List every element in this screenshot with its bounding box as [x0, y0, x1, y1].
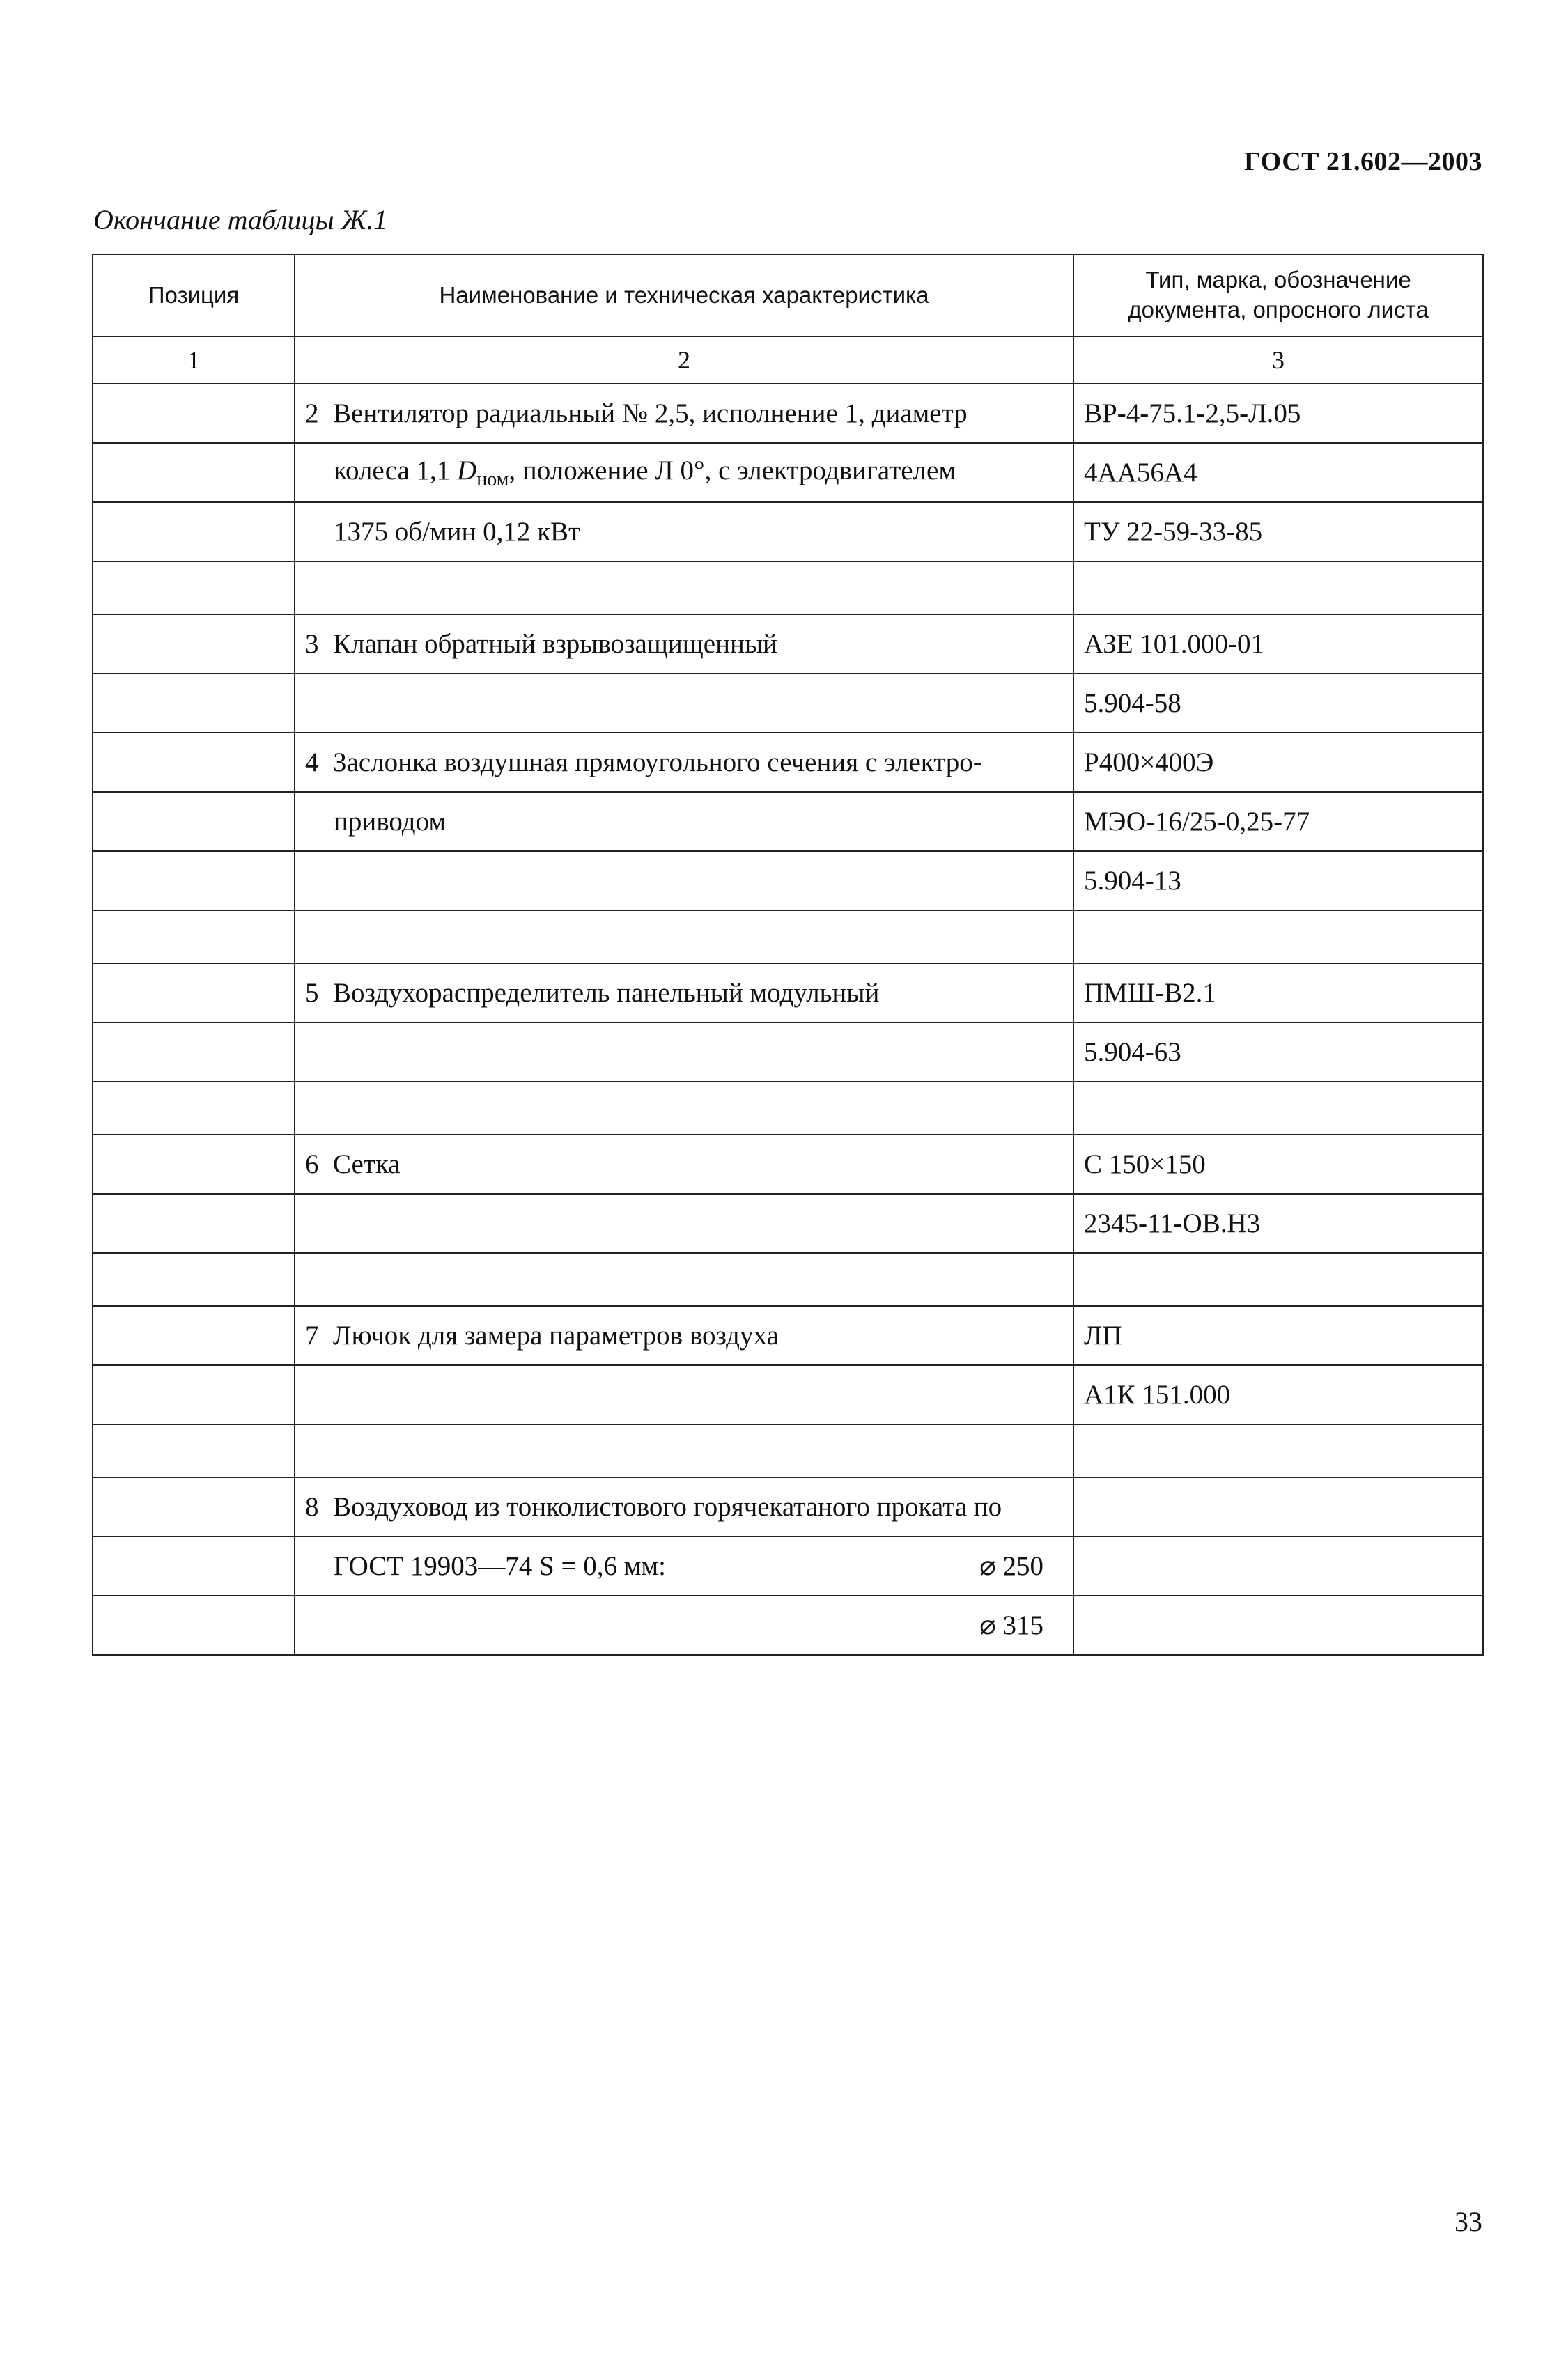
position-cell [93, 851, 295, 910]
item-number: 3 [305, 629, 319, 659]
item-name: Сетка [333, 1149, 401, 1179]
table-caption: Окончание таблицы Ж.1 [93, 204, 388, 235]
type-cell: 2345-11-ОВ.Н3 [1073, 1194, 1483, 1253]
item-name: Воздуховод из тонколистового горячекатаного проката по [333, 1492, 1002, 1522]
item-number: 6 [305, 1149, 319, 1179]
diameter-subscript: ном [476, 468, 509, 490]
item-name: Воздухораспределитель панельный модульный [333, 978, 880, 1008]
name-cell [295, 674, 1073, 733]
document-standard-header: ГОСТ 21.602—2003 [1243, 147, 1482, 176]
name-cell [295, 851, 1073, 910]
type-cell [1073, 561, 1483, 614]
type-cell [1073, 1082, 1483, 1135]
table-row [93, 1537, 1483, 1596]
type-cell: 5.904-63 [1073, 1022, 1483, 1082]
type-cell [1073, 1537, 1483, 1596]
name-cell [295, 561, 1073, 614]
table-row [93, 1306, 1483, 1365]
type-cell [1073, 1424, 1483, 1477]
name-cell [295, 1082, 1073, 1135]
position-cell [93, 1253, 295, 1306]
position-cell [93, 443, 295, 502]
name-cell [295, 1194, 1073, 1253]
name-cell [295, 1477, 1073, 1537]
name-cell [295, 443, 1073, 502]
position-cell [93, 1022, 295, 1082]
table-row [93, 733, 1483, 792]
header-name: Наименование и техническая характеристика [295, 254, 1073, 336]
position-cell [93, 1082, 295, 1135]
name-cell [295, 1306, 1073, 1365]
type-cell: 5.904-58 [1073, 674, 1483, 733]
name-cell [295, 1537, 1073, 1596]
item-name: Клапан обратный взрывозащищенный [333, 629, 777, 659]
table-row [93, 674, 1483, 733]
name-cell [295, 1135, 1073, 1194]
type-cell [1073, 1253, 1483, 1306]
type-cell: 5.904-13 [1073, 851, 1483, 910]
item-number: 8 [305, 1492, 319, 1522]
table-row [93, 1135, 1483, 1194]
header-position: Позиция [93, 254, 295, 336]
type-cell: ВР-4-75.1-2,5-Л.05 [1073, 384, 1483, 443]
table-row [93, 1477, 1483, 1537]
position-cell [93, 963, 295, 1022]
type-cell: АЗЕ 101.000-01 [1073, 614, 1483, 674]
table-row [93, 1253, 1483, 1306]
table-row [93, 910, 1483, 963]
specification-table [92, 254, 1484, 1656]
name-cell [295, 1596, 1073, 1655]
item-number: 7 [305, 1321, 319, 1351]
table-row [93, 1082, 1483, 1135]
position-cell [93, 614, 295, 674]
name-cell [295, 1253, 1073, 1306]
table-row [93, 384, 1483, 443]
table-row [93, 1365, 1483, 1424]
name-cell [295, 1365, 1073, 1424]
table-header-row [93, 254, 1483, 336]
type-cell [1073, 910, 1483, 963]
table-row [93, 963, 1483, 1022]
item-name: Заслонка воздушная прямоугольного сечения с электро- [333, 747, 982, 777]
diameter-value: ⌀ 315 [979, 1610, 1043, 1640]
table-row [93, 561, 1483, 614]
table-row [93, 1424, 1483, 1477]
position-cell [93, 1477, 295, 1537]
column-number-row [93, 336, 1483, 384]
name-cell [295, 384, 1073, 443]
position-cell [93, 1365, 295, 1424]
type-cell: С 150×150 [1073, 1135, 1483, 1194]
name-cell [295, 963, 1073, 1022]
position-cell [93, 1424, 295, 1477]
position-cell [93, 674, 295, 733]
position-cell [93, 384, 295, 443]
position-cell [93, 1596, 295, 1655]
item-name-part: ГОСТ 19903—74 S = 0,6 мм: [334, 1551, 666, 1581]
position-cell [93, 502, 295, 561]
name-cell [295, 1424, 1073, 1477]
name-cell: приводом [295, 792, 1073, 851]
page-number: 33 [1454, 2206, 1482, 2237]
table-row [93, 851, 1483, 910]
item-name-part: колеса 1,1 [334, 455, 458, 485]
type-cell: ЛП [1073, 1306, 1483, 1365]
type-cell: ТУ 22-59-33-85 [1073, 502, 1483, 561]
item-number: 5 [305, 978, 319, 1008]
type-cell [1073, 1596, 1483, 1655]
position-cell [93, 1306, 295, 1365]
table-row [93, 443, 1483, 502]
table-row [93, 1194, 1483, 1253]
type-cell: А1К 151.000 [1073, 1365, 1483, 1424]
column-number: 2 [295, 336, 1073, 384]
name-cell [295, 910, 1073, 963]
column-number: 1 [93, 336, 295, 384]
item-name-part: , положение Л 0°, с электродвигателем [509, 455, 956, 485]
position-cell [93, 910, 295, 963]
name-cell [295, 1022, 1073, 1082]
name-cell [295, 614, 1073, 674]
position-cell [93, 1537, 295, 1596]
type-cell: Р400×400Э [1073, 733, 1483, 792]
position-cell [93, 1194, 295, 1253]
table-row [93, 792, 1483, 851]
type-cell: 4АА56А4 [1073, 443, 1483, 502]
diameter-value: ⌀ 250 [979, 1551, 1043, 1581]
item-number: 2 [305, 398, 319, 428]
table-row [93, 1596, 1483, 1655]
position-cell [93, 733, 295, 792]
position-cell [93, 561, 295, 614]
type-cell: ПМШ-В2.1 [1073, 963, 1483, 1022]
position-cell [93, 792, 295, 851]
name-cell [295, 733, 1073, 792]
column-number: 3 [1073, 336, 1483, 384]
item-number: 4 [305, 747, 319, 777]
type-cell: МЭО-16/25-0,25-77 [1073, 792, 1483, 851]
table-row [93, 502, 1483, 561]
table-row [93, 614, 1483, 674]
diameter-symbol: D [457, 455, 477, 485]
table-row [93, 1022, 1483, 1082]
name-split [305, 1550, 1063, 1582]
name-cell: 1375 об/мин 0,12 кВт [295, 502, 1073, 561]
header-type: Тип, марка, обозначение документа, опросного листа [1073, 254, 1483, 336]
type-cell [1073, 1477, 1483, 1537]
position-cell [93, 1135, 295, 1194]
item-name: Вентилятор радиальный № 2,5, исполнение 1, диаметр [333, 398, 968, 428]
item-name: Лючок для замера параметров воздуха [333, 1321, 779, 1351]
